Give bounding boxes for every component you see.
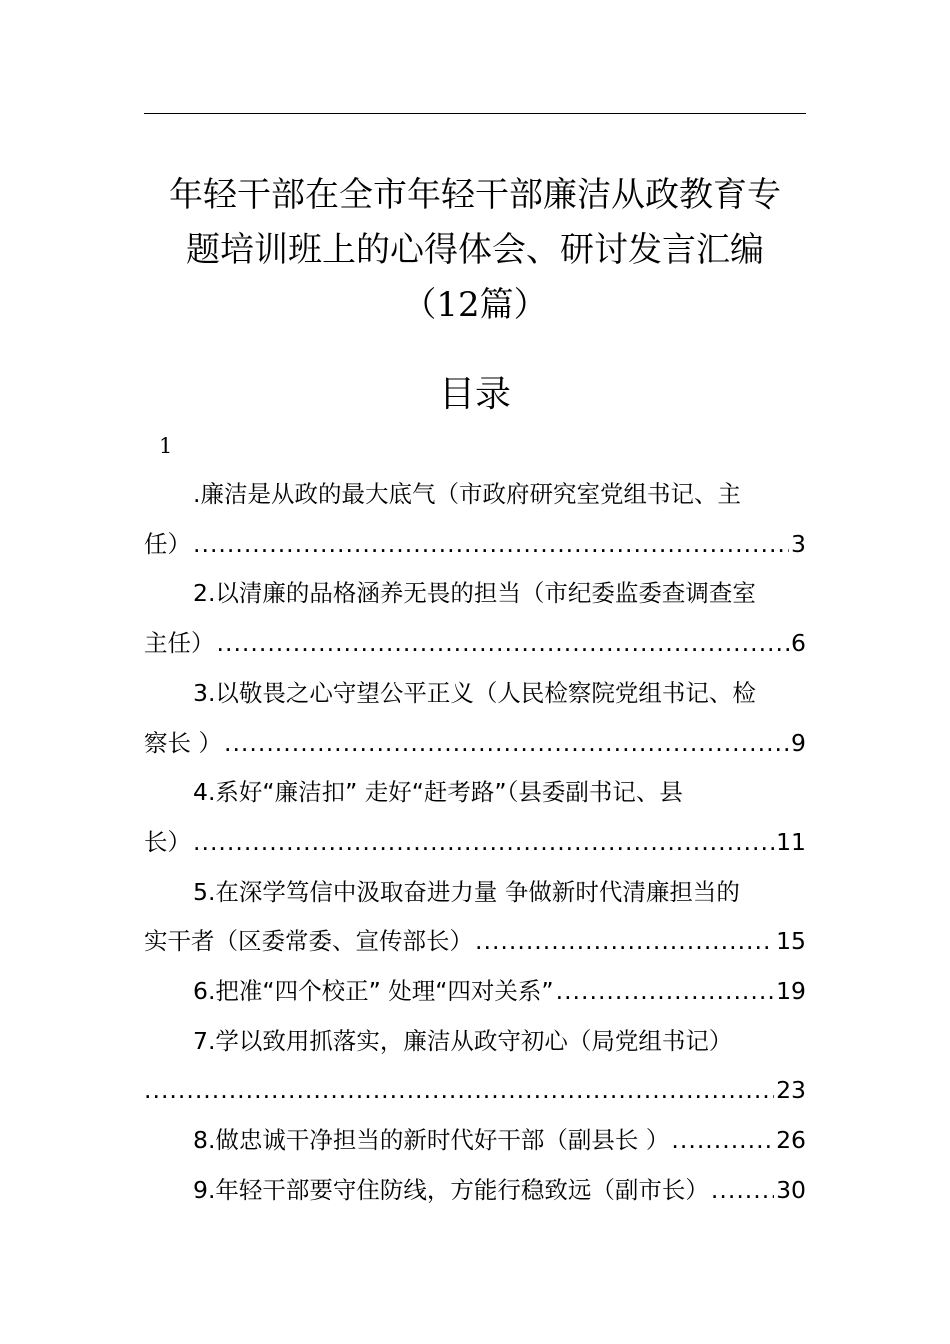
toc-entry-title: .廉洁是从政的最大底气（市政府研究室党组书记、主 bbox=[193, 480, 741, 508]
toc-entry[interactable] bbox=[144, 1017, 806, 1116]
toc-leader-dots bbox=[193, 520, 789, 570]
toc-entry-title: 5.在深学笃信中汲取奋进力量 争做新时代清廉担当的 bbox=[193, 877, 740, 906]
toc-page-number: 26 bbox=[776, 1126, 806, 1155]
toc-page-number: 6 bbox=[791, 629, 806, 658]
toc-entry[interactable] bbox=[144, 470, 806, 569]
toc-entry-title: 2.以清廉的品格涵养无畏的担当（市纪委监委查调查室 bbox=[193, 579, 756, 608]
toc-leader-dots bbox=[671, 1116, 774, 1166]
table-of-contents bbox=[144, 470, 806, 1216]
toc-page-number: 15 bbox=[776, 927, 806, 956]
toc-leader-dots bbox=[556, 967, 775, 1017]
toc-entry-title: 6.把准“四个校正” 处理“四对关系” bbox=[193, 977, 554, 1006]
toc-entry-title-cont: 主任） bbox=[144, 629, 215, 658]
stray-number: 1 bbox=[159, 434, 173, 458]
toc-leader-dots bbox=[193, 818, 774, 868]
toc-heading: 目录 bbox=[438, 374, 511, 415]
toc-page-number: 9 bbox=[791, 728, 806, 757]
toc-leader-dots bbox=[217, 619, 790, 669]
toc-leader-dots bbox=[475, 917, 774, 967]
toc-leader-dots bbox=[144, 1066, 774, 1116]
toc-entry[interactable] bbox=[144, 1166, 806, 1216]
toc-page-number: 11 bbox=[776, 827, 806, 856]
toc-page-number: 23 bbox=[776, 1076, 806, 1105]
title-count: （12篇） bbox=[402, 285, 548, 325]
toc-page-number: 3 bbox=[791, 529, 806, 558]
toc-page-number: 19 bbox=[776, 977, 806, 1006]
toc-leader-dots bbox=[711, 1166, 774, 1216]
toc-entry-title-cont: 察长 ） bbox=[144, 728, 222, 757]
toc-entry-title-cont: 实干者（区委常委、宣传部长） bbox=[144, 927, 473, 956]
toc-entry-title: 3.以敬畏之心守望公平正义（人民检察院党组书记、检 bbox=[193, 678, 756, 707]
toc-entry-title-cont: 长） bbox=[144, 827, 191, 856]
toc-entry-title: 9.年轻干部要守住防线，方能行稳致远（副市长） bbox=[193, 1175, 709, 1204]
title-line-2: 题培训班上的心得体会、研讨发言汇编 bbox=[186, 230, 764, 270]
toc-page-number: 30 bbox=[776, 1175, 806, 1204]
toc-entry[interactable] bbox=[144, 569, 806, 668]
toc-entry[interactable] bbox=[144, 967, 806, 1017]
top-rule bbox=[144, 113, 806, 114]
document-title bbox=[144, 168, 806, 333]
toc-entry[interactable] bbox=[144, 868, 806, 967]
toc-entry[interactable] bbox=[144, 768, 806, 867]
toc-leader-dots bbox=[224, 719, 789, 769]
toc-entry-title: 4.系好“廉洁扣” 走好“赶考路”（县委副书记、县 bbox=[193, 778, 683, 807]
toc-entry[interactable] bbox=[144, 1116, 806, 1166]
title-line-1: 年轻干部在全市年轻干部廉洁从政教育专 bbox=[169, 175, 781, 215]
toc-entry[interactable] bbox=[144, 669, 806, 768]
toc-entry-title: 8.做忠诚干净担当的新时代好干部（副县长 ） bbox=[193, 1126, 670, 1155]
toc-entry-title: 7.学以致用抓落实，廉洁从政守初心（局党组书记） bbox=[193, 1026, 733, 1055]
toc-entry-title-cont: 任） bbox=[144, 529, 191, 558]
